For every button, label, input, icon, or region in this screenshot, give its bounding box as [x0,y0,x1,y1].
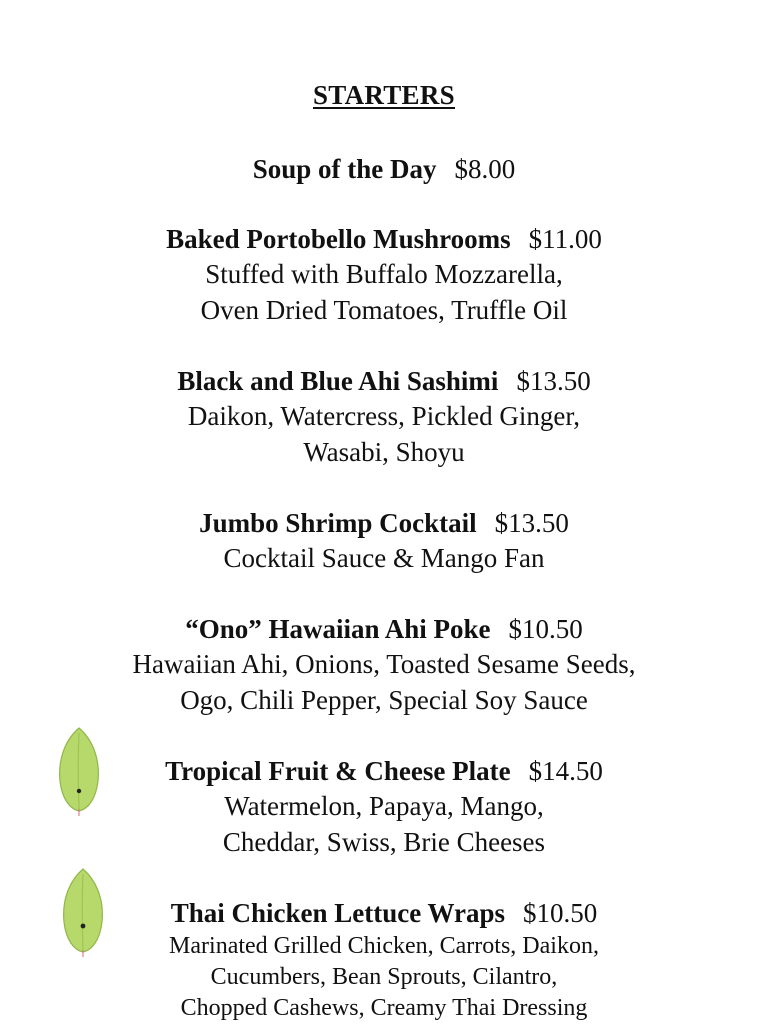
menu-item [0,754,768,860]
menu-item-title [0,222,768,257]
menu-item-title [0,754,768,789]
menu-item-description: Marinated Grilled Chicken, Carrots, Daikon, [169,933,599,959]
menu-item-description: Cucumbers, Bean Sprouts, Cilantro, [210,964,558,990]
section-heading: STARTERS [312,80,455,110]
menu-item-description: Hawaiian Ahi, Onions, Toasted Sesame Seeds, [132,649,636,679]
menu-item-title [0,612,768,647]
menu-item-price: $13.50 [516,366,591,396]
menu-item-price: $8.00 [454,154,516,184]
menu-item-price: $14.50 [528,756,603,786]
menu-item [0,612,768,718]
menu-item-name: Soup of the Day [252,154,437,184]
menu-item-description: Watermelon, Papaya, Mango, [224,791,544,821]
menu-item-price: $10.50 [508,614,583,644]
menu-item-name: Thai Chicken Lettuce Wraps [170,898,506,928]
menu-item-title [0,364,768,399]
menu-item [0,506,768,577]
menu-item-description: Wasabi, Shoyu [303,436,465,467]
menu-item-name: “Ono” Hawaiian Ahi Poke [185,614,491,644]
menu-item-description: Cocktail Sauce & Mango Fan [223,543,545,573]
menu-item-description: Ogo, Chili Pepper, Special Soy Sauce [180,684,588,715]
menu-item-description: Cheddar, Swiss, Brie Cheeses [222,826,546,857]
menu-item [0,364,768,470]
menu-item-name: Tropical Fruit & Cheese Plate [165,756,511,786]
menu-item-title [0,152,768,187]
menu-item-price: $11.00 [528,224,602,254]
menu-item-description: Daikon, Watercress, Pickled Ginger, [187,401,581,431]
menu-item-name: Baked Portobello Mushrooms [166,224,511,254]
menu-item-description: Oven Dried Tomatoes, Truffle Oil [200,294,568,325]
menu-item-description: Stuffed with Buffalo Mozzarella, [205,259,563,289]
menu-item [0,152,768,187]
menu-item-price: $13.50 [494,508,569,538]
menu-item-name: Jumbo Shrimp Cocktail [199,508,477,538]
menu-item [0,896,768,1024]
menu-item-description: Chopped Cashews, Creamy Thai Dressing [180,995,588,1021]
menu-item-title [0,896,768,931]
menu-item-price: $10.50 [523,898,598,928]
menu-item-title [0,506,768,541]
menu-item-name: Black and Blue Ahi Sashimi [177,366,499,396]
menu-item [0,222,768,328]
